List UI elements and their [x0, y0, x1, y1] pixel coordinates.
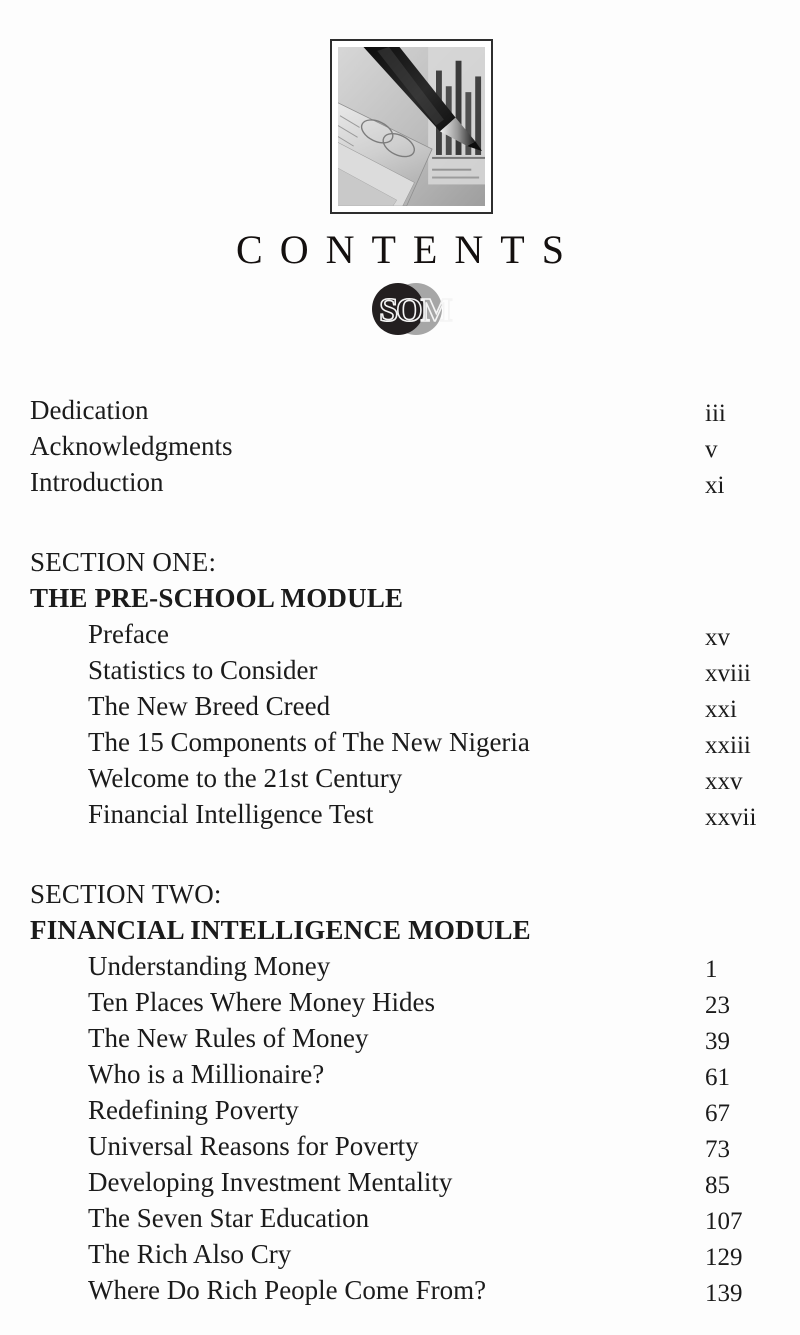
toc-entry[interactable]	[0, 984, 800, 1020]
toc-entry[interactable]	[0, 724, 800, 760]
page-title: CONTENTS	[236, 227, 581, 272]
toc-entry-page: v	[705, 436, 718, 463]
toc-entry[interactable]	[0, 760, 800, 796]
toc-entry-title: Dedication	[30, 395, 149, 425]
som-logo-artwork	[368, 283, 464, 335]
toc-entry[interactable]	[0, 796, 800, 832]
toc-entry[interactable]	[0, 948, 800, 984]
toc-entry-title: Universal Reasons for Poverty	[88, 1131, 419, 1161]
toc-entry-page: xxiii	[705, 732, 751, 759]
toc-entry-page: 129	[705, 1244, 743, 1271]
toc-entry-title: Redefining Poverty	[88, 1095, 299, 1125]
toc-entry[interactable]	[0, 1236, 800, 1272]
toc-entry-page: iii	[705, 400, 726, 427]
toc-entry-page: xxvii	[705, 804, 757, 831]
toc-entry[interactable]	[0, 1272, 800, 1308]
toc-entry-title: Introduction	[30, 467, 164, 497]
toc-entry[interactable]	[0, 392, 800, 428]
toc-entry-page: xviii	[705, 660, 751, 687]
toc-entry-title: Understanding Money	[88, 951, 331, 981]
toc-entry[interactable]	[0, 1020, 800, 1056]
toc-entry-title: Ten Places Where Money Hides	[88, 987, 436, 1017]
svg-text:SOM: SOM	[379, 292, 451, 329]
toc-entry-title: The Seven Star Education	[88, 1203, 370, 1233]
toc-entry-page: 39	[705, 1028, 730, 1055]
toc-entry-title: Acknowledgments	[30, 431, 233, 461]
toc-entry-title: The New Breed Creed	[88, 691, 331, 721]
toc-entry-page: xxi	[705, 696, 737, 723]
section-label: SECTION TWO:	[30, 879, 222, 909]
toc-entry-page: 67	[705, 1100, 730, 1127]
section-title: THE PRE-SCHOOL MODULE	[30, 583, 404, 613]
toc-entry-page: 73	[705, 1136, 730, 1163]
toc-entry-title: Who is a Millionaire?	[88, 1059, 325, 1089]
toc-entry-title: Preface	[88, 619, 169, 649]
toc-entry[interactable]	[0, 1200, 800, 1236]
toc-entry[interactable]	[0, 652, 800, 688]
table-of-contents	[0, 392, 800, 1308]
toc-entry[interactable]	[0, 1056, 800, 1092]
section-title: FINANCIAL INTELLIGENCE MODULE	[30, 915, 531, 945]
cover-image-frame	[330, 39, 493, 214]
section-label: SECTION ONE:	[30, 547, 217, 577]
front-matter-list	[0, 392, 800, 500]
toc-entry[interactable]	[0, 428, 800, 464]
toc-entry-page: 139	[705, 1280, 743, 1307]
toc-entry-title: The Rich Also Cry	[88, 1239, 292, 1269]
section-heading-two	[0, 876, 800, 948]
toc-entry-page: xxv	[705, 768, 743, 795]
section-one-entries	[0, 616, 800, 832]
toc-entry[interactable]	[0, 1092, 800, 1128]
toc-entry-title: Where Do Rich People Come From?	[88, 1275, 487, 1305]
toc-entry-page: 61	[705, 1064, 730, 1091]
section-heading-one	[0, 544, 800, 616]
photo-artwork	[338, 47, 485, 206]
toc-entry[interactable]	[0, 464, 800, 500]
toc-entry-page: xv	[705, 624, 730, 651]
toc-entry-page: 85	[705, 1172, 730, 1199]
toc-entry-title: Statistics to Consider	[88, 655, 318, 685]
toc-entry-title: Welcome to the 21st Century	[88, 763, 403, 793]
som-logo	[368, 283, 464, 335]
toc-entry-title: Developing Investment Mentality	[88, 1167, 453, 1197]
toc-entry[interactable]	[0, 1128, 800, 1164]
money-pen-chart-photo	[338, 47, 485, 206]
toc-entry[interactable]	[0, 616, 800, 652]
toc-entry-page: 1	[705, 956, 718, 983]
toc-entry-page: xi	[705, 472, 725, 499]
toc-entry[interactable]	[0, 1164, 800, 1200]
toc-entry-title: The 15 Components of The New Nigeria	[88, 727, 530, 757]
section-two-entries	[0, 948, 800, 1308]
toc-entry[interactable]	[0, 688, 800, 724]
toc-entry-title: The New Rules of Money	[88, 1023, 369, 1053]
toc-entry-page: 23	[705, 992, 730, 1019]
toc-entry-title: Financial Intelligence Test	[88, 799, 374, 829]
toc-entry-page: 107	[705, 1208, 743, 1235]
